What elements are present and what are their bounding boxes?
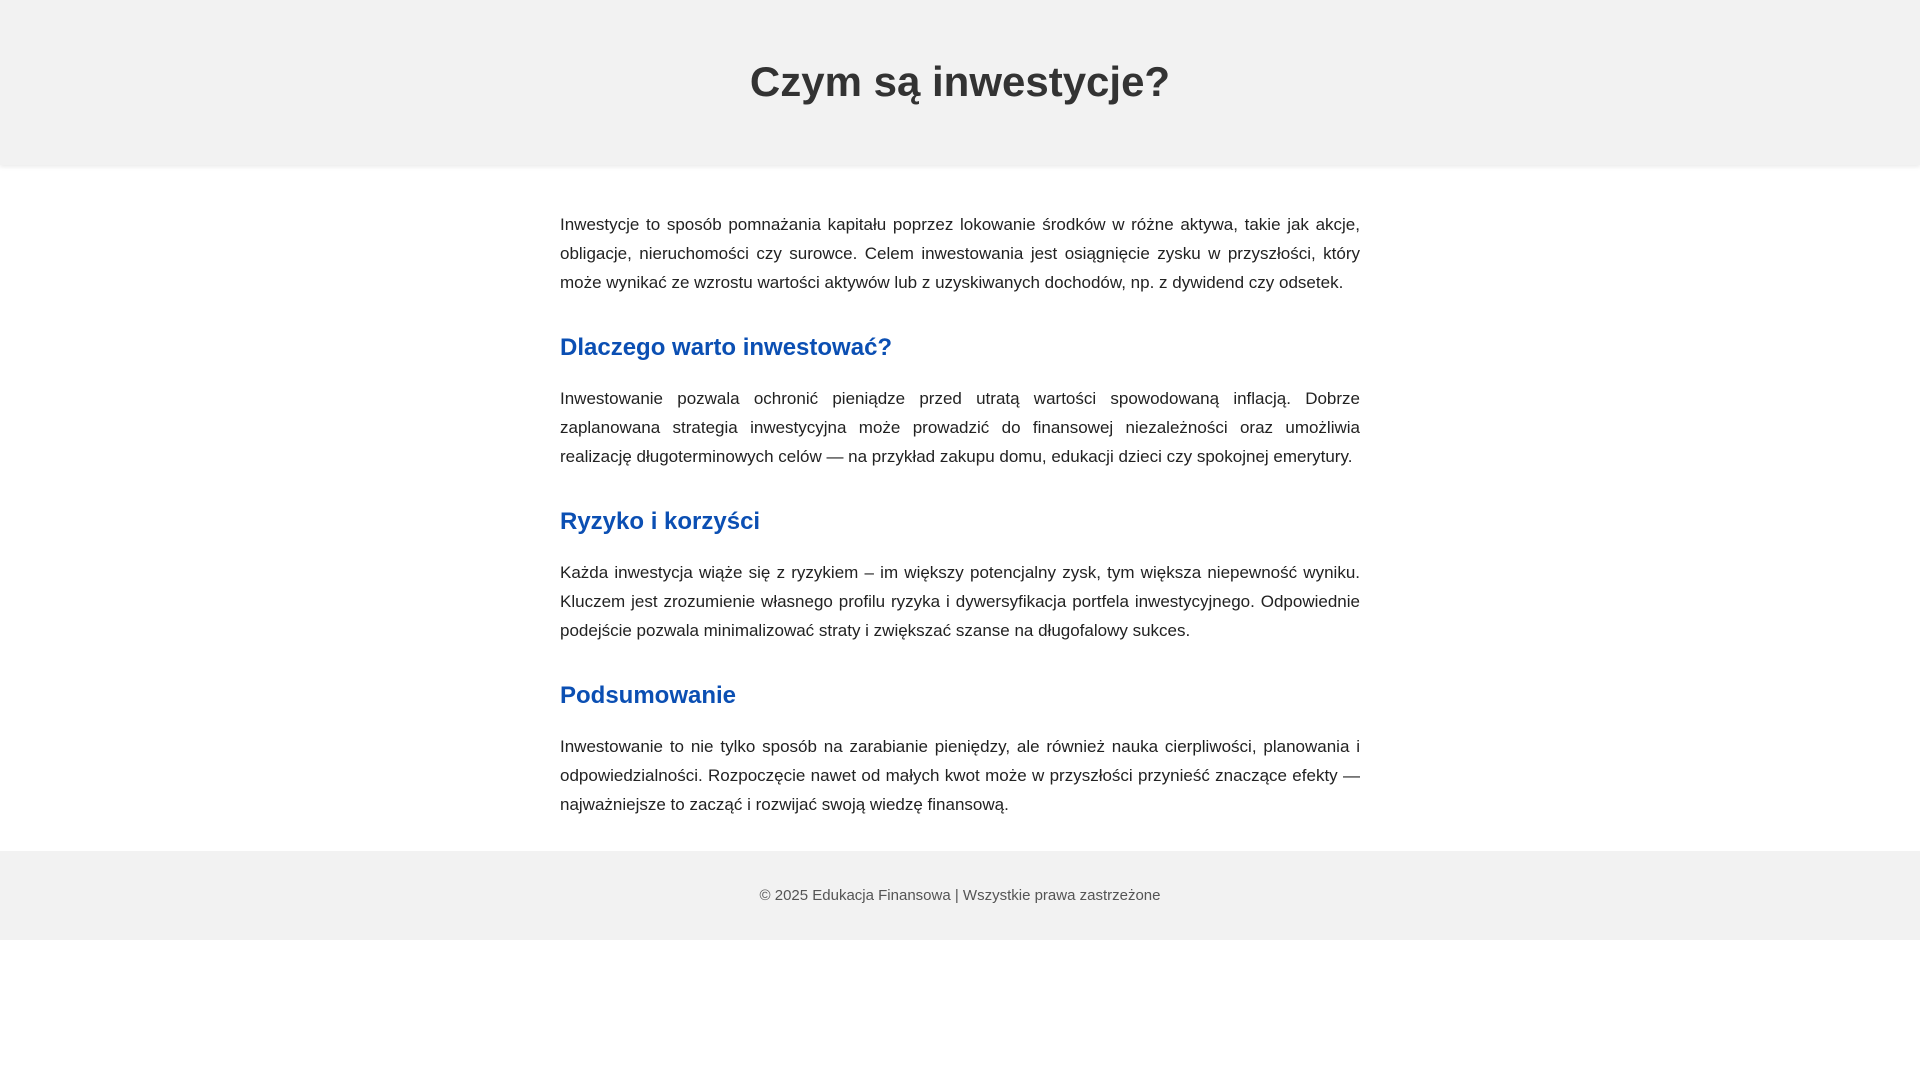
article-content [560, 165, 1360, 851]
section-heading: Dlaczego warto inwestować? [560, 334, 893, 361]
section-paragraph: Inwestowanie pozwala ochronić pieniądze przed utratą wartości spowodowaną inflacją. Dobrze zaplanowana strategia inwestycyjna może prowadzić do finansowej niezależności oraz umożliwia realizację długoterminowych celów — na przykład zakupu domu, edukacji dzieci czy spokojnej emerytury. [560, 389, 1360, 466]
section-risk-benefits [560, 507, 1360, 645]
section-paragraph: Każda inwestycja wiąże się z ryzykiem – im większy potencjalny zysk, tym większa niepewność wyniku. Kluczem jest zrozumienie własnego profilu ryzyka i dywersyfikacja portfela inwestycyjnego. Odpowiednie podejście pozwala minimalizować straty i zwiększać szanse na długofalowy sukces. [560, 563, 1360, 640]
section-summary [560, 681, 1360, 819]
section-heading: Ryzyko i korzyści [560, 508, 761, 535]
footer-copyright: © 2025 Edukacja Finansowa | Wszystkie prawa zastrzeżone [759, 887, 1161, 904]
section-paragraph: Inwestowanie to nie tylko sposób na zarabianie pieniędzy, ale również nauka cierpliwości, planowania i odpowiedzialności. Rozpoczęcie nawet od małych kwot może w przyszłości przynieść znaczące efekty — najważniejsze to zacząć i rozwijać swoją wiedzę finansową. [560, 737, 1360, 814]
page-title: Czym są inwestycje? [749, 58, 1171, 105]
section-why-invest [560, 333, 1360, 471]
section-heading: Podsumowanie [560, 682, 737, 709]
intro-paragraph: Inwestycje to sposób pomnażania kapitału poprzez lokowanie środków w różne aktywa, takie jak akcje, obligacje, nieruchomości czy surowce. Celem inwestowania jest osiągnięcie zysku w przyszłości, który może wynikać ze wzrostu wartości aktywów lub z uzyskiwanych dochodów, np. z dywidend czy odsetek. [560, 215, 1360, 292]
page-header [0, 0, 1920, 165]
page-footer [0, 851, 1920, 940]
